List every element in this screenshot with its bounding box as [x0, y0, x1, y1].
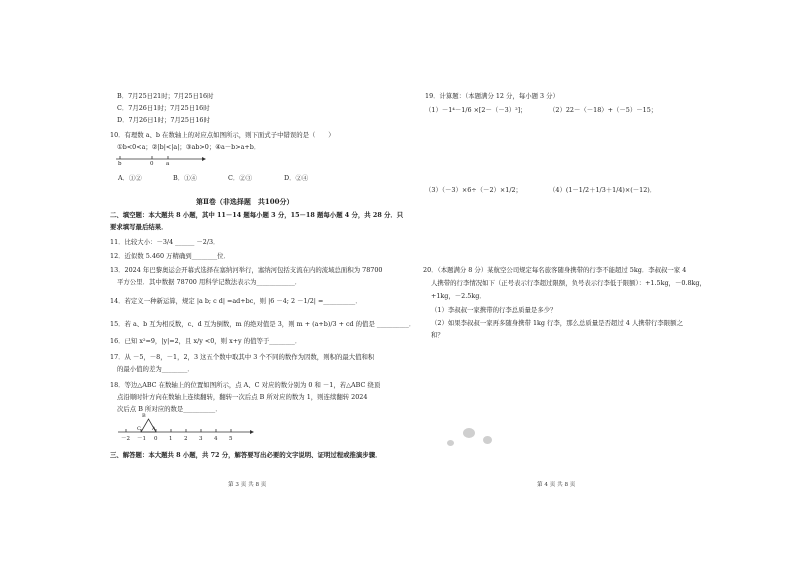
q19-title: 19．计算题：（本题满分 12 分，每小题 3 分） [425, 92, 559, 100]
q14: 14．若定义一种新运算，规定 |a b; c d| =ad+bc，则 |6 －4; 2 －1/2| =__________． [110, 297, 362, 305]
q9-option-b: B．7月25日21时；7月25日16时 [117, 92, 214, 100]
q10-stem: 10．有理数 a、b 在数轴上的对应点如图所示，则下面式子中错误的是（ ） [110, 131, 335, 139]
q20-sub2-line1: （2）如果李叔叔一家再多随身携带 1kg 行李，那么总质量是否超过 4 人携带行李限额之 [431, 319, 683, 327]
section2-heading-line2: 要求填写最后结果． [110, 223, 168, 231]
q10-number-line [114, 153, 206, 171]
q19-part3: （3）（－3）×6÷（－2）×1/2； [425, 186, 522, 194]
q20-sub1: （1）李叔叔一家携带的行李总质量是多少？ [431, 306, 557, 314]
section2-heading-line1: 二、填空题：本大题共 8 小题，其中 11－14 题每小题 3 分，15－18 题每小题 4 分，共 28 分．只 [110, 211, 404, 219]
q17-line1: 17．从 －5，－8，－1，2，3 这五个数中取其中 3 个不同的数作为因数，则积的最大值和积 [110, 353, 375, 361]
q18-point-b: B [142, 413, 146, 419]
q19-part2: （2）22－（－18）+（－5）－15； [549, 106, 658, 114]
q18-tick-neg1: －1 [137, 436, 146, 442]
q13-line1: 13．2024 年巴黎奥运会开幕式选择在塞纳河举行，塞纳河包括支流在内的流域总面积为 78700 [110, 266, 383, 274]
q10-option-b: B．①④ [173, 174, 197, 182]
q18-tick-3: 3 [199, 436, 203, 442]
scan-smudge [483, 436, 492, 444]
q10-label-a: a [166, 161, 170, 167]
q17-line2: 的最小值的差为________． [117, 365, 194, 373]
q10-option-d: D．②④ [284, 174, 309, 182]
scan-smudge [447, 440, 454, 446]
part2-title: 第Ⅱ卷（非选择题 共100分） [196, 197, 294, 206]
q20-line3: +1kg，－2.5kg． [431, 292, 486, 300]
page-4 [397, 0, 794, 562]
q11: 11．比较大小：－3/4 ______ －2/3． [110, 238, 220, 246]
page-footer-left: 第 3 页 共 8 页 [228, 482, 267, 488]
q10-statements: ①b<0<a；②|b|<|a|；③ab>0；④a－b>a+b． [117, 143, 261, 151]
q20-sub2-line2: 和？ [431, 331, 444, 339]
q9-option-c: C．7月26日1时；7月25日16时 [117, 104, 210, 112]
q20-line1: 20．（本题满分 8 分）某航空公司规定每名旅客随身携带的行李不能超过 5kg．李叔叔一家 4 [423, 266, 687, 274]
q10-option-c: C．②③ [228, 174, 253, 182]
page-footer-right: 第 4 页 共 8 页 [537, 482, 576, 488]
q18-tick-1: 1 [169, 436, 173, 442]
q16: 16．已知 x²=9，|y|=2，且 x/y <0，则 x+y 的值等于________． [110, 337, 302, 345]
q18-tick-2: 2 [184, 436, 188, 442]
q9-option-d: D．7月26日1时；7月25日16时 [117, 116, 210, 124]
q18-tick-neg2: －2 [121, 436, 130, 442]
q20-line2: 人携带的行李情况如下（正号表示行李超过限额，负号表示行李低于限额）：+1.5kg，－0.8kg， [431, 279, 706, 287]
q15: 15．若 a、b 互为相反数，c、d 互为倒数，m 的绝对值是 3，则 m + (a+b)/3 + cd 的值是 __________． [110, 320, 416, 328]
q12: 12．近似数 5.460 万精确到________位． [110, 252, 230, 260]
scan-smudge [463, 428, 475, 438]
q18-point-c: C [137, 426, 141, 432]
q18-tick-5: 5 [229, 436, 233, 442]
q18-point-a: A [152, 426, 156, 432]
q18-line1: 18．等边△ABC 在数轴上的位置如图所示，点 A、C 对应的数分别为 0 和 －1，若△ABC 绕顶 [110, 381, 381, 389]
q19-part1: （1）－1⁴－1/6 ×[2－（－3）²]； [425, 106, 527, 114]
q18-line3: 次后点 B 所对应的数是__________． [117, 405, 222, 413]
section3-heading: 三、解答题：本大题共 8 小题，共 72 分，解答要写出必要的文字说明、证明过程或推演步骤． [110, 451, 382, 459]
q10-option-a: A．①② [118, 174, 142, 182]
q18-tick-0: 0 [154, 436, 158, 442]
q10-label-b: b [118, 161, 122, 167]
q18-tick-4: 4 [214, 436, 218, 442]
q19-part4: （4）(1－1/2＋1/3＋1/4)×(－12)． [549, 186, 657, 194]
q13-line2: 平方公里．其中数据 78700 用科学记数法表示为____________． [117, 278, 302, 286]
q18-line2: 点沿顺时针方向在数轴上连续翻转，翻转一次后点 B 所对应的数为 1，则连续翻转 2024 [117, 393, 368, 401]
q10-label-0: 0 [150, 161, 154, 167]
